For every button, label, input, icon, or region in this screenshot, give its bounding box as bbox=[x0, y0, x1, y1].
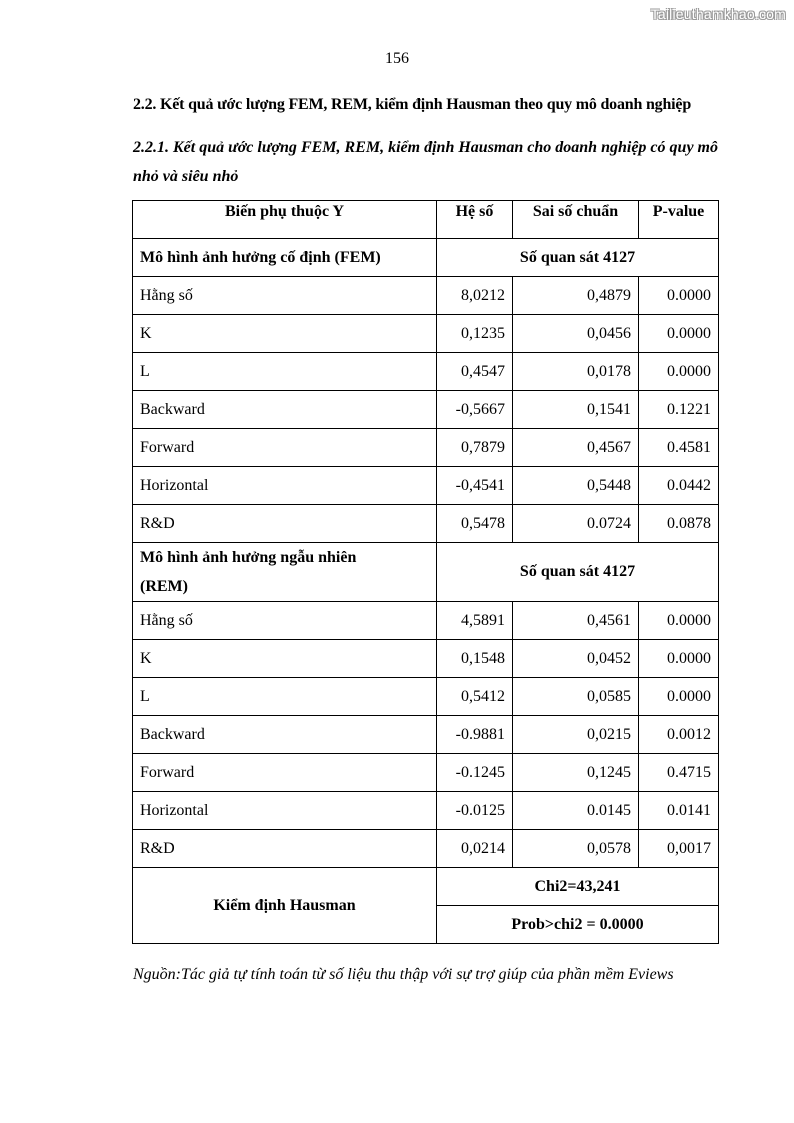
source-note: Nguồn:Tác giả tự tính toán từ số liệu thu thập với sự trợ giúp của phần mềm Eviews bbox=[133, 966, 674, 983]
p-value-cell: 0.0141 bbox=[639, 792, 719, 830]
hausman-chi2: Chi2=43,241 bbox=[437, 868, 719, 906]
table-row bbox=[133, 277, 719, 315]
section-heading: 2.2. Kết quả ước lượng FEM, REM, kiểm định Hausman theo quy mô doanh nghiệp bbox=[133, 96, 692, 113]
standard-error-cell: 0,0452 bbox=[513, 640, 639, 678]
p-value-cell: 0.0000 bbox=[639, 678, 719, 716]
p-value-cell: 0.0000 bbox=[639, 277, 719, 315]
variable-cell: L bbox=[133, 353, 437, 391]
variable-cell: Hằng số bbox=[133, 602, 437, 640]
page-number: 156 bbox=[385, 50, 409, 67]
header-p-value: P-value bbox=[639, 201, 719, 239]
table-row bbox=[133, 391, 719, 429]
standard-error-cell: 0.0724 bbox=[513, 505, 639, 543]
rem-rows bbox=[133, 602, 719, 868]
coefficient-cell: 8,0212 bbox=[437, 277, 513, 315]
coefficient-cell: 0,1235 bbox=[437, 315, 513, 353]
header-dependent-variable: Biến phụ thuộc Y bbox=[133, 201, 437, 239]
standard-error-cell: 0,4567 bbox=[513, 429, 639, 467]
table-header-row bbox=[133, 201, 719, 239]
table-row bbox=[133, 467, 719, 505]
variable-cell: K bbox=[133, 640, 437, 678]
coefficient-cell: 0,7879 bbox=[437, 429, 513, 467]
table-row bbox=[133, 792, 719, 830]
standard-error-cell: 0,0578 bbox=[513, 830, 639, 868]
standard-error-cell: 0,4879 bbox=[513, 277, 639, 315]
variable-cell: Hằng số bbox=[133, 277, 437, 315]
subsection-heading: 2.2.1. Kết quả ước lượng FEM, REM, kiểm định Hausman cho doanh nghiệp có quy mô nhỏ và siêu nhỏ bbox=[133, 139, 718, 185]
rem-label-line1: Mô hình ảnh hưởng ngẫu nhiên bbox=[140, 549, 357, 566]
variable-cell: Backward bbox=[133, 391, 437, 429]
p-value-cell: 0.0878 bbox=[639, 505, 719, 543]
variable-cell: L bbox=[133, 678, 437, 716]
coefficient-cell: 0,5478 bbox=[437, 505, 513, 543]
hausman-prob: Prob>chi2 = 0.0000 bbox=[437, 906, 719, 944]
table-row bbox=[133, 754, 719, 792]
rem-section-row bbox=[133, 543, 719, 602]
hausman-row-1 bbox=[133, 868, 719, 906]
coefficient-cell: -0.1245 bbox=[437, 754, 513, 792]
standard-error-cell: 0,0456 bbox=[513, 315, 639, 353]
coefficient-cell: -0,5667 bbox=[437, 391, 513, 429]
table-row bbox=[133, 429, 719, 467]
variable-cell: R&D bbox=[133, 830, 437, 868]
standard-error-cell: 0,1245 bbox=[513, 754, 639, 792]
standard-error-cell: 0,0215 bbox=[513, 716, 639, 754]
fem-rows bbox=[133, 277, 719, 543]
standard-error-cell: 0,4561 bbox=[513, 602, 639, 640]
p-value-cell: 0.0000 bbox=[639, 602, 719, 640]
table-row bbox=[133, 716, 719, 754]
p-value-cell: 0.0000 bbox=[639, 640, 719, 678]
table-row bbox=[133, 678, 719, 716]
fem-label: Mô hình ảnh hưởng cố định (FEM) bbox=[133, 239, 437, 277]
fem-observations: Số quan sát 4127 bbox=[437, 239, 719, 277]
table-row bbox=[133, 315, 719, 353]
regression-results-table bbox=[132, 200, 719, 944]
coefficient-cell: 4,5891 bbox=[437, 602, 513, 640]
p-value-cell: 0.4715 bbox=[639, 754, 719, 792]
p-value-cell: 0,0017 bbox=[639, 830, 719, 868]
rem-label bbox=[133, 543, 437, 602]
variable-cell: Backward bbox=[133, 716, 437, 754]
p-value-cell: 0.0000 bbox=[639, 353, 719, 391]
standard-error-cell: 0.0145 bbox=[513, 792, 639, 830]
variable-cell: Forward bbox=[133, 429, 437, 467]
standard-error-cell: 0,1541 bbox=[513, 391, 639, 429]
p-value-cell: 0.0442 bbox=[639, 467, 719, 505]
rem-label-line2: (REM) bbox=[140, 578, 188, 595]
table-row bbox=[133, 505, 719, 543]
table-row bbox=[133, 830, 719, 868]
table-row bbox=[133, 353, 719, 391]
coefficient-cell: -0,4541 bbox=[437, 467, 513, 505]
coefficient-cell: -0.0125 bbox=[437, 792, 513, 830]
coefficient-cell: -0.9881 bbox=[437, 716, 513, 754]
variable-cell: R&D bbox=[133, 505, 437, 543]
p-value-cell: 0.0012 bbox=[639, 716, 719, 754]
header-coefficient: Hệ số bbox=[437, 201, 513, 239]
coefficient-cell: 0,5412 bbox=[437, 678, 513, 716]
coefficient-cell: 0,4547 bbox=[437, 353, 513, 391]
watermark: Tailieuthamkhao.com bbox=[650, 6, 786, 22]
coefficient-cell: 0,1548 bbox=[437, 640, 513, 678]
table-row bbox=[133, 640, 719, 678]
header-standard-error: Sai số chuẩn bbox=[513, 201, 639, 239]
standard-error-cell: 0,5448 bbox=[513, 467, 639, 505]
hausman-label: Kiểm định Hausman bbox=[133, 868, 437, 944]
variable-cell: Forward bbox=[133, 754, 437, 792]
variable-cell: K bbox=[133, 315, 437, 353]
variable-cell: Horizontal bbox=[133, 792, 437, 830]
p-value-cell: 0.4581 bbox=[639, 429, 719, 467]
standard-error-cell: 0,0178 bbox=[513, 353, 639, 391]
fem-section-row bbox=[133, 239, 719, 277]
coefficient-cell: 0,0214 bbox=[437, 830, 513, 868]
p-value-cell: 0.0000 bbox=[639, 315, 719, 353]
p-value-cell: 0.1221 bbox=[639, 391, 719, 429]
variable-cell: Horizontal bbox=[133, 467, 437, 505]
table-row bbox=[133, 602, 719, 640]
rem-observations: Số quan sát 4127 bbox=[437, 543, 719, 602]
standard-error-cell: 0,0585 bbox=[513, 678, 639, 716]
